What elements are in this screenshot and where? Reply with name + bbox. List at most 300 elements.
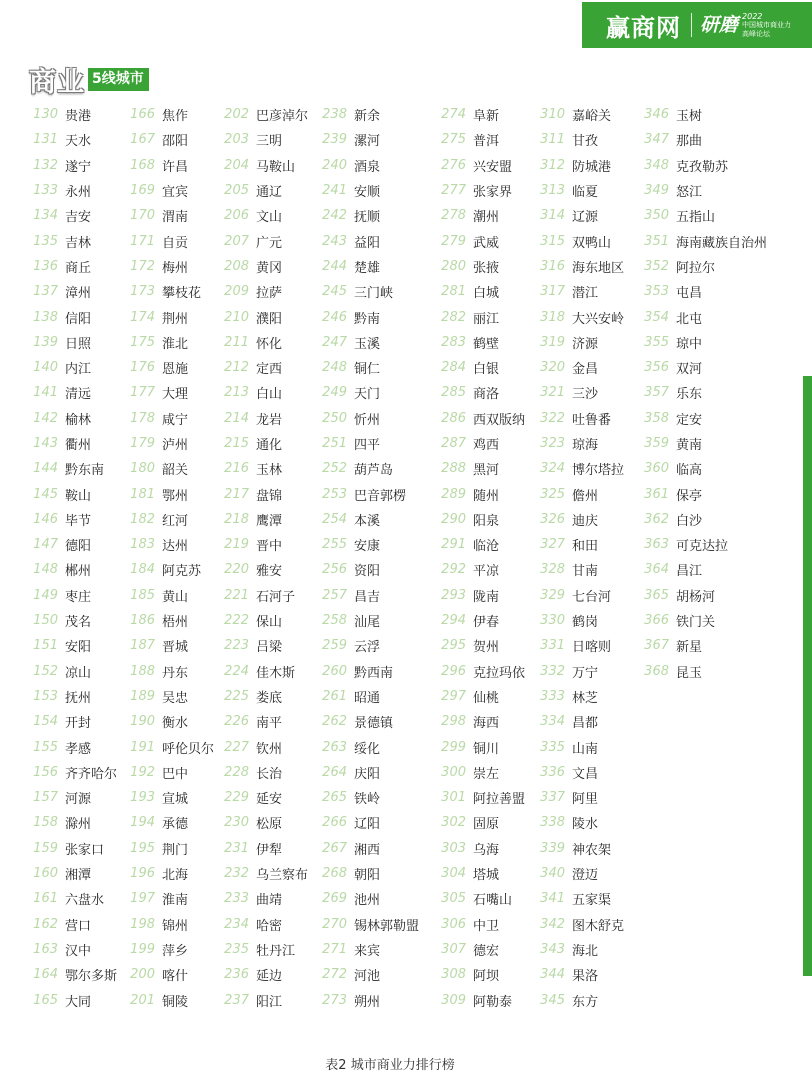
city-name: 牡丹江 bbox=[256, 943, 296, 959]
rank-number: 173 bbox=[130, 284, 155, 300]
rank-number: 216 bbox=[224, 461, 249, 477]
forum-year: 2022 bbox=[742, 11, 763, 21]
city-name: 庆阳 bbox=[354, 766, 381, 782]
rank-number: 265 bbox=[322, 790, 347, 806]
rank-number: 149 bbox=[33, 587, 58, 603]
rank-number: 331 bbox=[540, 638, 565, 654]
list-item bbox=[430, 861, 525, 886]
city-name: 营口 bbox=[65, 918, 92, 934]
list-item bbox=[633, 406, 767, 431]
rank-number: 316 bbox=[540, 258, 565, 274]
list-item bbox=[311, 608, 419, 633]
list-item bbox=[430, 583, 525, 608]
list-item bbox=[213, 734, 308, 759]
city-name: 琼海 bbox=[572, 438, 599, 453]
list-item bbox=[311, 507, 419, 532]
city-name: 荆州 bbox=[162, 311, 189, 327]
rank-number: 202 bbox=[224, 107, 249, 123]
city-name: 凉山 bbox=[65, 665, 92, 681]
rank-number: 361 bbox=[644, 486, 669, 502]
list-item bbox=[22, 254, 117, 279]
rank-number: 210 bbox=[224, 309, 249, 325]
list-item bbox=[311, 254, 419, 279]
city-name: 白银 bbox=[473, 362, 500, 378]
rank-number: 358 bbox=[644, 410, 669, 426]
list-item bbox=[22, 684, 117, 709]
city-name: 阿拉善盟 bbox=[473, 792, 526, 808]
city-name: 玉林 bbox=[256, 463, 283, 479]
rank-number: 154 bbox=[33, 714, 58, 730]
city-name: 丽江 bbox=[473, 311, 500, 327]
ranking-column bbox=[119, 102, 214, 1013]
list-item bbox=[213, 406, 308, 431]
city-name: 滁州 bbox=[65, 817, 92, 833]
city-name: 宣城 bbox=[162, 792, 189, 808]
city-name: 乌海 bbox=[473, 842, 500, 858]
rank-number: 235 bbox=[224, 941, 249, 957]
city-name: 商洛 bbox=[473, 387, 500, 403]
rank-number: 174 bbox=[130, 309, 155, 325]
city-name: 贺州 bbox=[473, 640, 500, 656]
city-name: 萍乡 bbox=[162, 943, 189, 959]
rank-number: 362 bbox=[644, 511, 669, 527]
rank-number: 228 bbox=[224, 764, 249, 780]
rank-number: 288 bbox=[441, 461, 466, 477]
rank-number: 323 bbox=[540, 436, 565, 451]
list-item bbox=[119, 709, 214, 734]
rank-number: 168 bbox=[130, 157, 155, 173]
city-name: 茂名 bbox=[65, 615, 92, 631]
list-item bbox=[430, 431, 525, 456]
rank-number: 162 bbox=[33, 916, 58, 932]
list-item bbox=[529, 734, 624, 759]
rank-number: 291 bbox=[441, 537, 466, 553]
list-item bbox=[430, 228, 525, 253]
city-name: 梧州 bbox=[162, 615, 189, 631]
list-item bbox=[529, 406, 624, 431]
list-item bbox=[213, 886, 308, 911]
city-name: 北海 bbox=[162, 868, 189, 884]
list-item bbox=[22, 102, 117, 127]
rank-number: 330 bbox=[540, 613, 565, 629]
list-item bbox=[22, 810, 117, 835]
list-item bbox=[119, 684, 214, 709]
ranking-column bbox=[22, 102, 117, 1013]
city-name: 海东地区 bbox=[572, 260, 625, 276]
rank-number: 224 bbox=[224, 663, 249, 679]
list-item bbox=[311, 304, 419, 329]
rank-number: 234 bbox=[224, 916, 249, 932]
city-name: 甘孜 bbox=[572, 134, 599, 150]
list-item bbox=[22, 987, 117, 1012]
city-name: 普洱 bbox=[473, 134, 500, 150]
list-item bbox=[430, 153, 525, 178]
list-item bbox=[430, 734, 525, 759]
city-name: 广元 bbox=[256, 235, 283, 251]
city-name: 屯昌 bbox=[676, 286, 703, 302]
rank-number: 298 bbox=[441, 714, 466, 730]
list-item bbox=[430, 178, 525, 203]
city-name: 辽源 bbox=[572, 210, 599, 226]
city-name: 鄂尔多斯 bbox=[65, 969, 118, 985]
city-name: 汕尾 bbox=[354, 615, 381, 631]
rank-number: 317 bbox=[540, 284, 565, 300]
rank-number: 290 bbox=[441, 511, 466, 527]
rank-number: 353 bbox=[644, 284, 669, 300]
rank-number: 177 bbox=[130, 385, 155, 401]
list-item bbox=[22, 330, 117, 355]
city-name: 北屯 bbox=[676, 311, 703, 327]
city-name: 景德镇 bbox=[354, 716, 394, 732]
city-name: 朝阳 bbox=[354, 868, 381, 884]
city-name: 朔州 bbox=[354, 994, 381, 1010]
list-item bbox=[430, 557, 525, 582]
city-name: 丹东 bbox=[162, 665, 189, 681]
city-name: 曲靖 bbox=[256, 893, 283, 909]
list-item bbox=[529, 709, 624, 734]
list-item bbox=[529, 532, 624, 557]
rank-number: 275 bbox=[441, 132, 466, 148]
city-name: 淮北 bbox=[162, 336, 189, 352]
list-item bbox=[22, 456, 117, 481]
city-name: 白山 bbox=[256, 387, 283, 403]
rank-number: 293 bbox=[441, 587, 466, 603]
list-item bbox=[213, 507, 308, 532]
city-name: 鸡西 bbox=[473, 438, 500, 453]
city-name: 天水 bbox=[65, 134, 92, 150]
rank-number: 248 bbox=[322, 360, 347, 376]
list-item bbox=[633, 532, 767, 557]
list-item bbox=[119, 861, 214, 886]
list-item bbox=[430, 912, 525, 937]
list-item bbox=[430, 507, 525, 532]
section-title: 商业 bbox=[29, 66, 85, 98]
city-name: 吐鲁番 bbox=[572, 412, 612, 428]
list-item bbox=[529, 684, 624, 709]
list-item bbox=[529, 836, 624, 861]
rank-number: 347 bbox=[644, 132, 669, 148]
list-item bbox=[430, 406, 525, 431]
city-name: 临高 bbox=[676, 463, 703, 479]
city-name: 盘锦 bbox=[256, 488, 283, 504]
rank-number: 193 bbox=[130, 790, 155, 806]
city-name: 仙桃 bbox=[473, 690, 500, 706]
rank-number: 166 bbox=[130, 107, 155, 123]
rank-number: 131 bbox=[33, 132, 58, 148]
rank-number: 253 bbox=[322, 486, 347, 502]
city-name: 伊犁 bbox=[256, 842, 283, 858]
city-name: 佳木斯 bbox=[256, 665, 296, 681]
rank-number: 232 bbox=[224, 866, 249, 882]
list-item bbox=[529, 102, 624, 127]
list-item bbox=[119, 406, 214, 431]
rank-number: 284 bbox=[441, 360, 466, 376]
list-item bbox=[119, 659, 214, 684]
city-name: 铁门关 bbox=[676, 615, 716, 631]
rank-number: 244 bbox=[322, 258, 347, 274]
city-name: 许昌 bbox=[162, 159, 189, 175]
rank-number: 190 bbox=[130, 714, 155, 730]
city-name: 马鞍山 bbox=[256, 159, 296, 175]
rank-number: 368 bbox=[644, 663, 669, 679]
list-item bbox=[213, 785, 308, 810]
rank-number: 153 bbox=[33, 688, 58, 704]
list-item bbox=[529, 228, 624, 253]
ranking-column bbox=[213, 102, 308, 1013]
city-name: 七台河 bbox=[572, 589, 612, 605]
city-name: 酒泉 bbox=[354, 159, 381, 175]
rank-number: 130 bbox=[33, 107, 58, 123]
list-item bbox=[213, 203, 308, 228]
city-name: 漯河 bbox=[354, 134, 381, 150]
rank-number: 309 bbox=[441, 992, 466, 1008]
list-item bbox=[213, 760, 308, 785]
list-item bbox=[22, 203, 117, 228]
rank-number: 312 bbox=[540, 157, 565, 173]
ranking-column bbox=[529, 102, 624, 1013]
list-item bbox=[430, 456, 525, 481]
rank-number: 217 bbox=[224, 486, 249, 502]
rank-number: 366 bbox=[644, 613, 669, 629]
city-name: 荆门 bbox=[162, 842, 189, 858]
list-item bbox=[311, 583, 419, 608]
city-name: 甘南 bbox=[572, 564, 599, 580]
rank-number: 341 bbox=[540, 891, 565, 907]
rank-number: 160 bbox=[33, 866, 58, 882]
city-name: 德阳 bbox=[65, 539, 92, 555]
rank-number: 259 bbox=[322, 638, 347, 654]
city-name: 邵阳 bbox=[162, 134, 189, 150]
city-name: 怀化 bbox=[256, 336, 283, 352]
rank-number: 365 bbox=[644, 587, 669, 603]
rank-number: 343 bbox=[540, 941, 565, 957]
list-item bbox=[633, 153, 767, 178]
list-item bbox=[311, 987, 419, 1012]
rank-number: 146 bbox=[33, 511, 58, 527]
city-name: 济源 bbox=[572, 336, 599, 352]
side-accent-bar bbox=[803, 376, 812, 976]
rank-number: 268 bbox=[322, 866, 347, 882]
city-name: 濮阳 bbox=[256, 311, 283, 327]
city-name: 宜宾 bbox=[162, 185, 189, 201]
city-name: 石嘴山 bbox=[473, 893, 513, 909]
forum-logo-mark: 研磨 bbox=[700, 13, 739, 36]
city-name: 延安 bbox=[256, 792, 283, 808]
rank-number: 135 bbox=[33, 233, 58, 249]
list-item bbox=[22, 406, 117, 431]
city-name: 河源 bbox=[65, 792, 92, 808]
rank-number: 299 bbox=[441, 739, 466, 755]
city-name: 图木舒克 bbox=[572, 918, 625, 934]
rank-number: 218 bbox=[224, 511, 249, 527]
city-name: 内江 bbox=[65, 362, 92, 378]
list-item bbox=[22, 178, 117, 203]
rank-number: 334 bbox=[540, 714, 565, 730]
rank-number: 351 bbox=[644, 233, 669, 249]
rank-number: 205 bbox=[224, 183, 249, 199]
city-name: 定西 bbox=[256, 362, 283, 378]
list-item bbox=[22, 304, 117, 329]
city-name: 郴州 bbox=[65, 564, 92, 580]
list-item bbox=[529, 760, 624, 785]
city-name: 焦作 bbox=[162, 109, 189, 125]
rank-number: 194 bbox=[130, 815, 155, 831]
city-name: 那曲 bbox=[676, 134, 703, 150]
list-item bbox=[311, 355, 419, 380]
rank-number: 364 bbox=[644, 562, 669, 578]
rank-number: 340 bbox=[540, 866, 565, 882]
rank-number: 285 bbox=[441, 385, 466, 401]
city-name: 胡杨河 bbox=[676, 589, 716, 605]
city-name: 文山 bbox=[256, 210, 283, 226]
rank-number: 350 bbox=[644, 208, 669, 224]
list-item bbox=[213, 810, 308, 835]
city-name: 雅安 bbox=[256, 564, 283, 580]
city-name: 巴彦淖尔 bbox=[256, 109, 309, 125]
city-name: 昭通 bbox=[354, 690, 381, 706]
rank-number: 306 bbox=[441, 916, 466, 932]
city-name: 五指山 bbox=[676, 210, 716, 226]
city-name: 钦州 bbox=[256, 741, 283, 757]
rank-number: 172 bbox=[130, 258, 155, 274]
list-item bbox=[119, 279, 214, 304]
city-name: 枣庄 bbox=[65, 589, 92, 605]
city-name: 池州 bbox=[354, 893, 381, 909]
city-name: 咸宁 bbox=[162, 412, 189, 428]
brand-divider bbox=[691, 13, 692, 37]
rank-number: 158 bbox=[33, 815, 58, 831]
list-item bbox=[529, 304, 624, 329]
rank-number: 267 bbox=[322, 840, 347, 856]
rank-number: 209 bbox=[224, 284, 249, 300]
city-name: 通化 bbox=[256, 438, 283, 453]
city-name: 克拉玛依 bbox=[473, 665, 526, 681]
city-name: 抚州 bbox=[65, 690, 92, 706]
city-name: 鹤岗 bbox=[572, 615, 599, 631]
city-name: 来宾 bbox=[354, 943, 381, 959]
list-item bbox=[119, 507, 214, 532]
rank-number: 325 bbox=[540, 486, 565, 502]
list-item bbox=[213, 532, 308, 557]
city-name: 临沧 bbox=[473, 539, 500, 555]
rank-number: 261 bbox=[322, 688, 347, 704]
list-item bbox=[311, 633, 419, 658]
rank-number: 305 bbox=[441, 891, 466, 907]
city-name: 双鸭山 bbox=[572, 235, 612, 251]
rank-number: 246 bbox=[322, 309, 347, 325]
rank-number: 176 bbox=[130, 360, 155, 376]
rank-number: 363 bbox=[644, 537, 669, 553]
rank-number: 257 bbox=[322, 587, 347, 603]
list-item bbox=[311, 203, 419, 228]
list-item bbox=[311, 760, 419, 785]
list-item bbox=[311, 734, 419, 759]
list-item bbox=[213, 861, 308, 886]
city-name: 潮州 bbox=[473, 210, 500, 226]
rank-number: 252 bbox=[322, 461, 347, 477]
city-name: 松原 bbox=[256, 817, 283, 833]
rank-number: 304 bbox=[441, 866, 466, 882]
rank-number: 337 bbox=[540, 790, 565, 806]
list-item bbox=[430, 330, 525, 355]
rank-number: 226 bbox=[224, 714, 249, 730]
list-item bbox=[119, 557, 214, 582]
rank-number: 139 bbox=[33, 334, 58, 350]
city-name: 大兴安岭 bbox=[572, 311, 625, 327]
list-item bbox=[311, 380, 419, 405]
list-item bbox=[213, 987, 308, 1012]
city-name: 呼伦贝尔 bbox=[162, 741, 215, 757]
city-name: 崇左 bbox=[473, 766, 500, 782]
city-name: 鄂州 bbox=[162, 488, 189, 504]
list-item bbox=[633, 431, 767, 456]
list-item bbox=[311, 836, 419, 861]
city-name: 黔南 bbox=[354, 311, 381, 327]
city-name: 五家渠 bbox=[572, 893, 612, 909]
list-item bbox=[119, 810, 214, 835]
city-name: 阳泉 bbox=[473, 513, 500, 529]
city-name: 永州 bbox=[65, 185, 92, 201]
city-name: 开封 bbox=[65, 716, 92, 732]
rank-number: 143 bbox=[33, 436, 58, 451]
list-item bbox=[529, 557, 624, 582]
city-name: 德宏 bbox=[473, 943, 500, 959]
city-name: 湘潭 bbox=[65, 868, 92, 884]
list-item bbox=[529, 279, 624, 304]
rank-number: 191 bbox=[130, 739, 155, 755]
city-name: 阳江 bbox=[256, 994, 283, 1010]
city-name: 双河 bbox=[676, 362, 703, 378]
rank-number: 256 bbox=[322, 562, 347, 578]
list-item bbox=[311, 886, 419, 911]
city-name: 黄山 bbox=[162, 589, 189, 605]
city-name: 益阳 bbox=[354, 235, 381, 251]
city-name: 防城港 bbox=[572, 159, 612, 175]
rank-number: 147 bbox=[33, 537, 58, 553]
list-item bbox=[430, 608, 525, 633]
city-name: 阜新 bbox=[473, 109, 500, 125]
city-name: 黄冈 bbox=[256, 260, 283, 276]
rank-number: 180 bbox=[130, 461, 155, 477]
rank-number: 227 bbox=[224, 739, 249, 755]
rank-number: 273 bbox=[322, 992, 347, 1008]
city-name: 嘉峪关 bbox=[572, 109, 612, 125]
rank-number: 164 bbox=[33, 967, 58, 983]
list-item bbox=[213, 304, 308, 329]
list-item bbox=[430, 102, 525, 127]
city-name: 铜川 bbox=[473, 741, 500, 757]
rank-number: 324 bbox=[540, 461, 565, 477]
brand-name: 赢商网 bbox=[606, 13, 681, 42]
list-item bbox=[213, 355, 308, 380]
list-item bbox=[22, 709, 117, 734]
list-item bbox=[311, 810, 419, 835]
rank-number: 150 bbox=[33, 613, 58, 629]
city-name: 怒江 bbox=[676, 185, 703, 201]
rank-number: 137 bbox=[33, 284, 58, 300]
list-item bbox=[529, 507, 624, 532]
list-item bbox=[633, 507, 767, 532]
rank-number: 271 bbox=[322, 941, 347, 957]
city-name: 漳州 bbox=[65, 286, 92, 302]
list-item bbox=[430, 254, 525, 279]
city-name: 淮南 bbox=[162, 893, 189, 909]
rank-number: 237 bbox=[224, 992, 249, 1008]
city-name: 晋中 bbox=[256, 539, 283, 555]
list-item bbox=[311, 279, 419, 304]
rank-number: 145 bbox=[33, 486, 58, 502]
rank-number: 192 bbox=[130, 764, 155, 780]
